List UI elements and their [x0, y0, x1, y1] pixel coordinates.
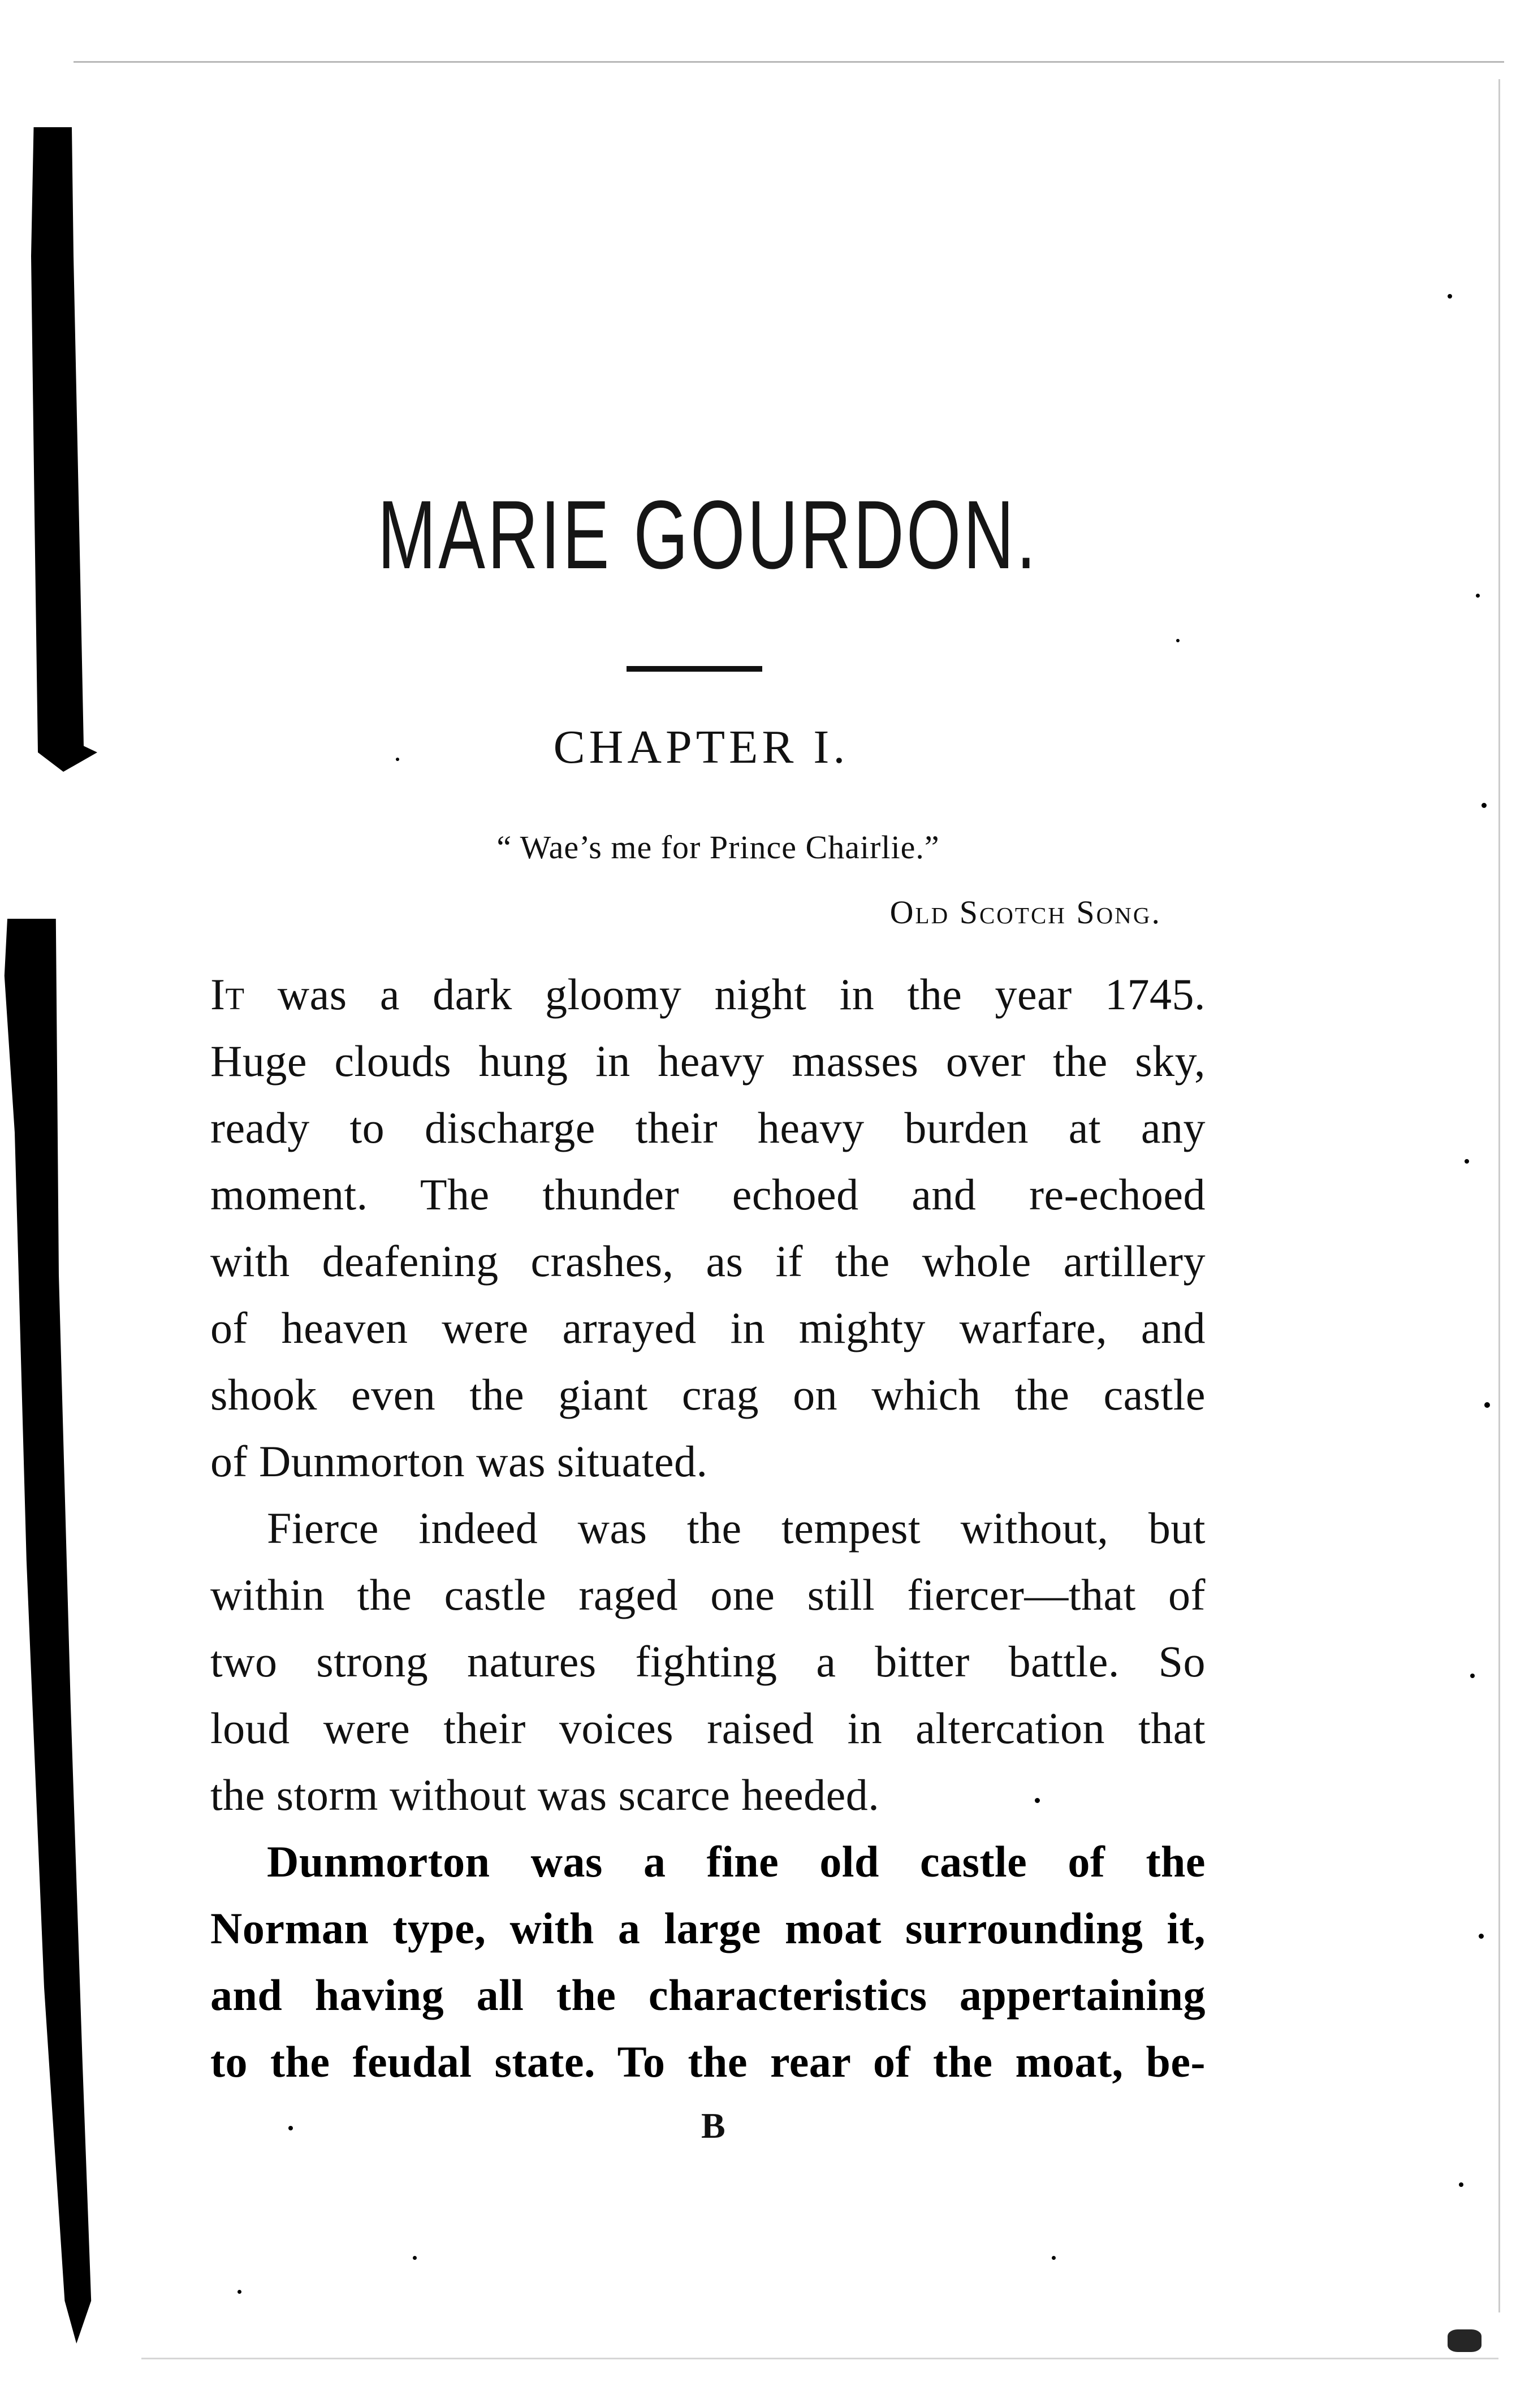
signature-mark: B [701, 2106, 725, 2146]
text-line: Fierce indeed was the tempest without, but [267, 1503, 1206, 1553]
speck [1448, 2329, 1482, 2352]
page-edge-bottom [141, 2358, 1498, 2359]
speck [1479, 1934, 1484, 1939]
text-line: Norman type, with a large moat surrounding it, [210, 1904, 1206, 1953]
text-line: ready to discharge their heavy burden at any [210, 1103, 1206, 1152]
text-line: and having all the characteristics appertaining [210, 1970, 1206, 2020]
speck [1459, 2182, 1463, 2187]
speck [1482, 803, 1487, 808]
text-line: with deafening crashes, as if the whole artillery [210, 1237, 1206, 1286]
text-line [210, 961, 1206, 1028]
text-line: moment. The thunder echoed and re-echoed [210, 1170, 1206, 1219]
speck [413, 2256, 417, 2260]
text-line: of heaven were arrayed in mighty warfare, and [210, 1303, 1206, 1352]
speck [1176, 639, 1180, 642]
scan-edge-shadow-top [12, 127, 97, 772]
page-edge-right [1498, 79, 1500, 2312]
speck [1476, 594, 1480, 598]
line-rest: was a dark gloomy night in the year 1745. [244, 970, 1206, 1019]
scan-edge-shadow-bottom [0, 919, 147, 2344]
text-line: shook even the giant crag on which the castle [210, 1370, 1206, 1419]
text-line: to the feudal state. To the rear of the moat, be- [210, 2037, 1206, 2086]
text-line: of Dunmorton was situated. [210, 1437, 708, 1486]
text-line: two strong natures fighting a bitter battle. So [210, 1637, 1206, 1686]
speck [1448, 294, 1452, 299]
speck [1052, 2256, 1056, 2260]
speck [1465, 1159, 1469, 1164]
epigraph: “ Wae’s me for Prince Chairlie.” [496, 829, 940, 866]
speck [237, 2290, 241, 2294]
lead-word: It [210, 970, 245, 1019]
title-rule [627, 666, 762, 672]
body-text [210, 961, 1206, 2095]
speck [288, 2126, 293, 2130]
speck [1470, 1674, 1475, 1678]
text-line: within the castle raged one still fiercer—that of [210, 1570, 1206, 1619]
book-title: MARIE GOURDON. [377, 481, 1039, 589]
epigraph-attribution: Old Scotch Song. [889, 894, 1161, 931]
page-edge-top [74, 61, 1504, 63]
text-line: loud were their voices raised in altercation that [210, 1704, 1206, 1753]
text-line: Huge clouds hung in heavy masses over the sky, [210, 1036, 1206, 1086]
chapter-heading: CHAPTER I. [553, 721, 849, 773]
text-line: the storm without was scarce heeded. [210, 1770, 880, 1819]
text-line: Dunmorton was a fine old castle of the [267, 1837, 1206, 1886]
speck [1484, 1402, 1490, 1408]
